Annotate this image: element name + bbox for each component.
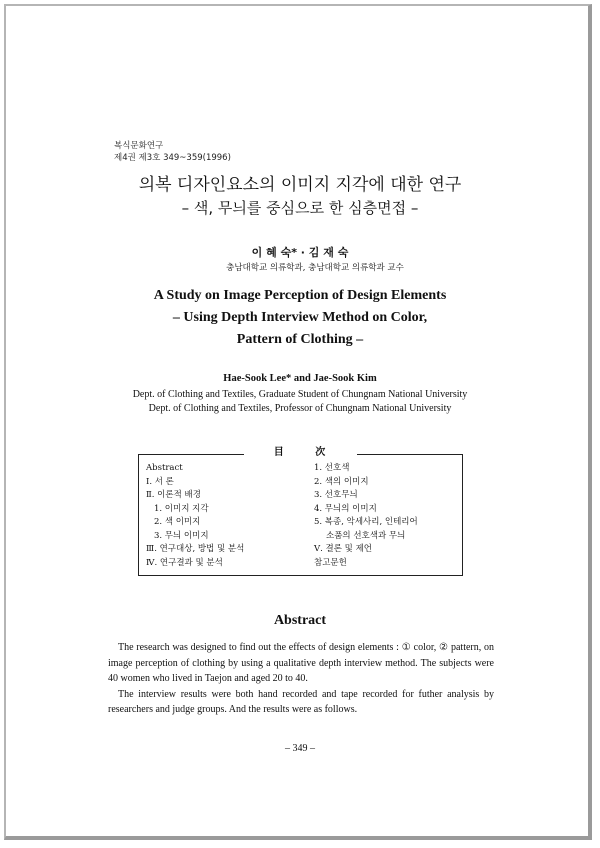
abstract-paragraph: The research was designed to find out the effects of design elements : ① color, ② pattern, on image perception of clothing by using a qualitative depth interview method. The subjects were 40 women who lived in Taejon and aged 20 to 40. (108, 642, 494, 684)
korean-affiliation: 충남대학교 의류학과, 충남대학교 의류학과 교수 (226, 263, 404, 273)
journal-issue: 제4권 제3호 349~359(1996) (114, 153, 231, 163)
toc-heading-text: 目 次 (244, 447, 357, 458)
page-number: – 349 – (285, 743, 315, 754)
english-title-line-3: Pattern of Clothing – (236, 332, 364, 347)
korean-title: 의복 디자인요소의 이미지 지각에 대한 연구 (138, 175, 462, 195)
toc-left-column (146, 462, 244, 570)
toc-item-continued: 소품의 선호색과 무늬 (326, 530, 406, 541)
toc-item: 4. 무늬의 이미지 (314, 503, 377, 514)
english-title-line-1: A Study on Image Perception of Design Elements (153, 288, 447, 303)
toc-subitem: 3. 무늬 이미지 (154, 530, 209, 541)
abstract-heading: Abstract (273, 613, 327, 628)
english-affiliation-line-2: Dept. of Clothing and Textiles, Professor of Chungnam National University (148, 403, 452, 414)
toc-subitem: 2. 색 이미지 (154, 517, 201, 527)
toc-subitem: 1. 이미지 지각 (154, 503, 209, 514)
toc-item: 참고문헌 (314, 557, 347, 568)
journal-name: 복식문화연구 (114, 141, 164, 151)
korean-subtitle: – 색, 무늬를 중심으로 한 심층면접 – (181, 199, 419, 217)
toc-item: 5. 복종, 악세사리, 인테리어 (314, 517, 418, 527)
toc-right-column (314, 462, 418, 570)
english-title (0, 285, 600, 351)
toc-item: Ⅱ. 이론적 배경 (146, 490, 201, 500)
toc-item: Ⅲ. 연구대상, 방법 및 분석 (146, 544, 245, 554)
abstract-paragraph: The interview results were both hand recorded and tape recorded for futher analysis by researchers and judge groups. And the results were as follows. (108, 688, 494, 715)
toc-item: 1. 선호색 (314, 463, 350, 473)
journal-info (114, 140, 231, 164)
english-affiliation (0, 388, 600, 416)
toc-heading (138, 446, 463, 460)
abstract-body (108, 640, 494, 718)
english-authors: Hae-Sook Lee* and Jae-Sook Kim (223, 373, 377, 384)
toc-item: 3. 선호무늬 (314, 490, 358, 500)
toc-item: Abstract (146, 463, 183, 473)
toc-item: Ⅰ. 서 론 (146, 476, 174, 487)
toc-item: 2. 색의 이미지 (314, 476, 369, 487)
toc-item: Ⅴ. 결론 및 제언 (314, 544, 373, 554)
korean-authors: 이 혜 숙* · 김 재 숙 (251, 246, 349, 259)
english-title-line-2: – Using Depth Interview Method on Color, (172, 310, 428, 325)
english-affiliation-line-1: Dept. of Clothing and Textiles, Graduate Student of Chungnam National University (132, 389, 468, 400)
toc-item: Ⅳ. 연구결과 및 분석 (146, 557, 223, 568)
